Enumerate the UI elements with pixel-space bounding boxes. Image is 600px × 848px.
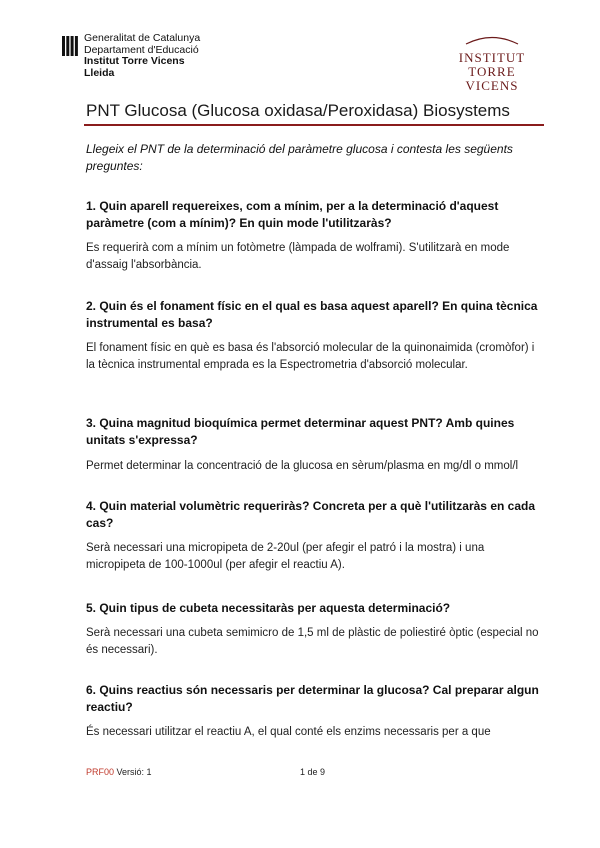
generalitat-logo-icon xyxy=(62,36,78,56)
logo-line2: TORRE VICENS xyxy=(465,64,519,93)
institut-city: Lleida xyxy=(84,66,115,79)
footer-page-number: 1 de 9 xyxy=(300,767,326,777)
title-divider xyxy=(84,124,544,126)
footer-code: PRF00 xyxy=(86,767,115,777)
logo-line1: INSTITUT xyxy=(458,50,526,65)
logo-arc-icon xyxy=(462,35,522,45)
answer-4: Serà necessari una micropipeta de 2-20ul (per afegir el patró i la mostra) i una micropipeta de 100-1000ul (per afegir el reactiu A). xyxy=(86,542,485,571)
question-6: 6. Quins reactius són necessaris per determinar la glucosa? Cal preparar algun reactiu? xyxy=(86,683,539,714)
question-1: 1. Quin aparell requereixes, com a mínim, per a la determinació d'aquest paràmetre (com a mínim)? En quin mode l'utilitzaràs? xyxy=(86,199,499,230)
answer-5: Serà necessari una cubeta semimicro de 1,5 ml de plàstic de poliestiré òptic (especial no és necessari). xyxy=(86,627,539,656)
answer-6: És necessari utilitzar el reactiu A, el qual conté els enzims necessaris per a que xyxy=(86,726,491,738)
intro-text: Llegeix el PNT de la determinació del paràmetre glucosa i contesta les següents preguntes: xyxy=(86,142,513,173)
generalitat-line1: Generalitat de Catalunya xyxy=(84,32,201,44)
question-5: 5. Quin tipus de cubeta necessitaràs per aquesta determinació? xyxy=(86,601,451,615)
institut-name: Institut Torre Vicens xyxy=(84,55,185,67)
footer-doc-info xyxy=(86,767,152,777)
question-3: 3. Quina magnitud bioquímica permet determinar aquest PNT? Amb quines unitats s'expressa? xyxy=(86,416,515,447)
answer-1: Es requerirà com a mínim un fotòmetre (làmpada de wolframi). S'utilitzarà en mode d'assaig l'absorbància. xyxy=(86,242,510,271)
institut-logo xyxy=(440,35,544,93)
footer-version: Versió: 1 xyxy=(116,767,152,777)
page-title: PNT Glucosa (Glucosa oxidasa/Peroxidasa) Biosystems xyxy=(86,101,510,120)
answer-2: El fonament físic en què es basa és l'absorció molecular de la quinonaimida (cromòfor) i la tècnica instrumental emprada es la Espectrometria d'absorció molecular. xyxy=(86,342,535,371)
generalitat-line2: Departament d'Educació xyxy=(84,43,199,56)
generalitat-text xyxy=(84,33,200,79)
answer-3: Permet determinar la concentració de la glucosa en sèrum/plasma en mg/dl o mmol/l xyxy=(86,460,519,472)
question-2: 2. Quin és el fonament físic en el qual es basa aquest aparell? En quina tècnica instrumental es basa? xyxy=(86,299,538,330)
question-4: 4. Quin material volumètric requeriràs? Concreta per a què l'utilitzaràs en cada cas? xyxy=(86,499,536,530)
